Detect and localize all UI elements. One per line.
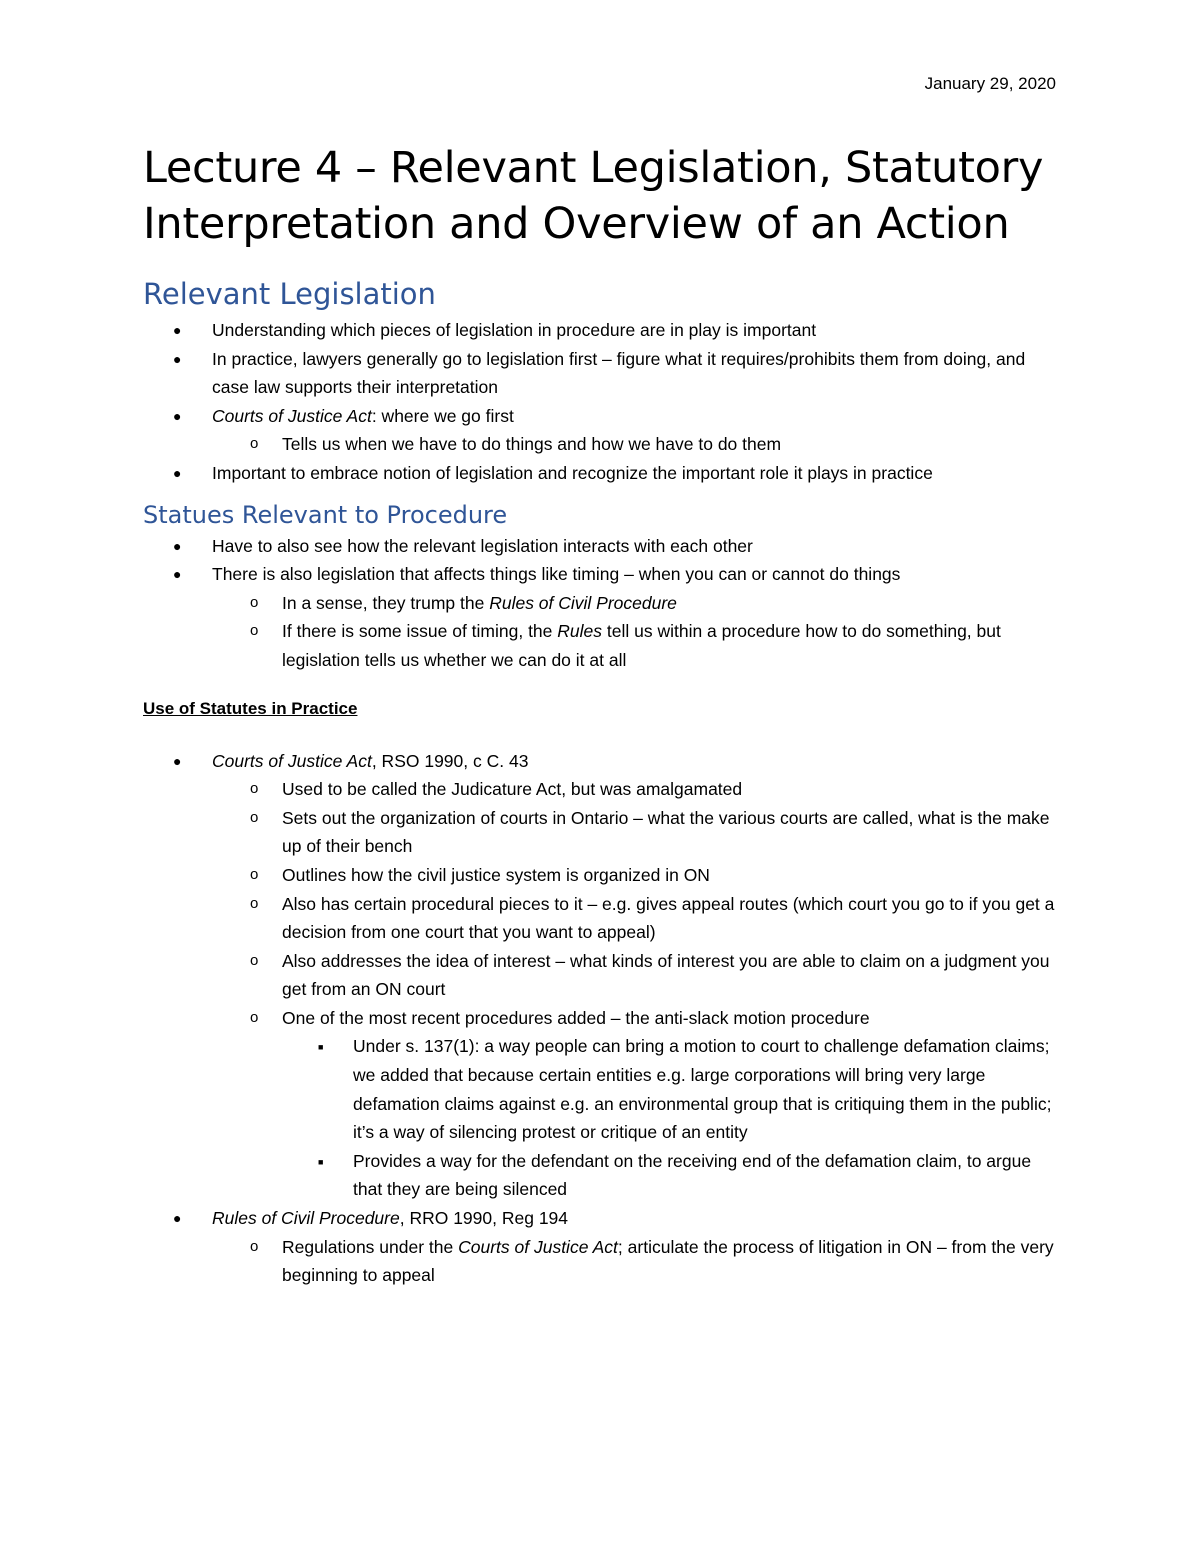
sub-list: [143, 589, 1063, 675]
sub-list-item: o Also addresses the idea of interest – what kinds of interest you are able to claim on a judgment you get from an ON court: [212, 947, 1063, 1004]
bullet-icon: ●: [173, 537, 182, 554]
square-bullet-icon: ■: [318, 1156, 324, 1167]
subsection-heading-use-of-statutes: Use of Statutes in Practice: [143, 698, 358, 718]
sub-list: [143, 1233, 1063, 1290]
list-item: ● Have to also see how the relevant legislation interacts with each other: [143, 532, 1063, 561]
bullet-icon: ●: [173, 464, 182, 481]
bullet-icon: ●: [173, 322, 182, 338]
list-item: ● Courts of Justice Act, RSO 1990, c C. 43 o Used to be called the Judicature Act, but was amalgamated o Sets out the organization of courts in Ontario – what the various courts are called, what is the make up of their bench o Outlines how the civil justice system is organized in ON o Also has certain procedural pieces to it – e.g. gives appeal routes (which court you go to if you get a decision from one court that you want to appeal) o Also addresses the idea of interest – what kinds of interest you are able to claim on a judgment you get from an ON court o One of the most recent procedures added – the anti-slack motion procedure ■ Under s. 137(1): a way people can bring a motion to court to challenge defamation claims; we added that because certain entities e.g. large corporations will bring very large defamation claims against e.g. an environmental group that is critiquing them in the public; it’s a way of silencing protest or critique of an entity ■ Provides a way for the defendant on the receiving end of the defamation claim, to argue that they are being silenced: [143, 747, 1063, 1205]
bullet-list: [143, 316, 1063, 488]
circle-bullet-icon: o: [250, 622, 259, 640]
bullet-list: [143, 747, 1063, 1290]
circle-bullet-icon: o: [250, 865, 259, 883]
sub-list-item: o Regulations under the Courts of Justice Act; articulate the process of litigation in ON – from the very beginning to appeal: [212, 1233, 1063, 1290]
sub-list-item: o Outlines how the civil justice system is organized in ON: [212, 861, 1063, 890]
bullet-icon: ●: [173, 407, 182, 424]
bullet-icon: ●: [173, 1210, 182, 1227]
bullet-icon: ●: [173, 566, 182, 583]
sub-list-item: o In a sense, they trump the Rules of Civil Procedure: [212, 589, 1063, 618]
circle-bullet-icon: o: [250, 780, 259, 798]
list-item: ● There is also legislation that affects things like timing – when you can or cannot do things o In a sense, they trump the Rules of Civil Procedure o If there is some issue of timing, the Rules tell us within a procedure how to do something, but legislation tells us whether we can do it at all: [143, 560, 1063, 674]
list-item: ● In practice, lawyers generally go to legislation first – figure what it requires/prohibits them from doing, and case law supports their interpretation: [143, 345, 1063, 402]
circle-bullet-icon: o: [250, 894, 259, 912]
sub-list-item: o If there is some issue of timing, the Rules tell us within a procedure how to do something, but legislation tells us whether we can do it at all: [212, 617, 1063, 674]
sub-list-item: o Tells us when we have to do things and how we have to do them: [212, 430, 1063, 459]
sub-sub-list-item: ■ Under s. 137(1): a way people can bring a motion to court to challenge defamation claims; we added that because certain entities e.g. large corporations will bring very large defamation claims against e.g. an environmental group that is critiquing them in the public; it’s a way of silencing protest or critique of an entity: [282, 1032, 1063, 1146]
sub-list-item: o Used to be called the Judicature Act, but was amalgamated: [212, 775, 1063, 804]
bullet-icon: ●: [173, 752, 182, 769]
sub-list-item: o Also has certain procedural pieces to it – e.g. gives appeal routes (which court you go to if you get a decision from one court that you want to appeal): [212, 890, 1063, 947]
sub-list-item: o Sets out the organization of courts in Ontario – what the various courts are called, what is the make up of their bench: [212, 804, 1063, 861]
circle-bullet-icon: o: [250, 951, 259, 969]
act-name: Courts of Justice Act: [212, 405, 372, 426]
circle-bullet-icon: o: [250, 1008, 259, 1026]
list-item: ● Understanding which pieces of legislation in procedure are in play is important: [143, 316, 1063, 345]
list-item: ● Rules of Civil Procedure, RRO 1990, Reg 194 o Regulations under the Courts of Justice Act; articulate the process of litigation in ON – from the very beginning to appeal: [143, 1204, 1063, 1290]
section-heading-relevant-legislation: Relevant Legislation: [143, 277, 436, 311]
document-title: Lecture 4 – Relevant Legislation, Statutory Interpretation and Overview of an Action: [143, 143, 1044, 249]
circle-bullet-icon: o: [250, 1237, 259, 1255]
circle-bullet-icon: o: [250, 808, 259, 826]
bullet-list: [143, 532, 1063, 675]
circle-bullet-icon: o: [250, 593, 259, 611]
section-heading-statues-relevant: Statues Relevant to Procedure: [143, 500, 508, 529]
circle-bullet-icon: o: [250, 435, 259, 453]
sub-list: [143, 430, 1063, 459]
document-date: January 29, 2020: [924, 74, 1056, 93]
list-item: ● Important to embrace notion of legislation and recognize the important role it plays in practice: [143, 459, 1063, 488]
sub-list: [143, 775, 1063, 1204]
sub-sub-list-item: ■ Provides a way for the defendant on the receiving end of the defamation claim, to argue that they are being silenced: [282, 1147, 1063, 1204]
bullet-icon: ●: [173, 350, 182, 367]
document-body: [143, 140, 1063, 1290]
square-bullet-icon: ■: [318, 1042, 324, 1053]
sub-sub-list: [282, 1032, 1063, 1204]
list-item: ● Courts of Justice Act: where we go first o Tells us when we have to do things and how we have to do them: [143, 402, 1063, 459]
sub-list-item: o One of the most recent procedures added – the anti-slack motion procedure ■ Under s. 137(1): a way people can bring a motion to court to challenge defamation claims; we added that because certain entities e.g. large corporations will bring very large defamation claims against e.g. an environmental group that is critiquing them in the public; it’s a way of silencing protest or critique of an entity ■ Provides a way for the defendant on the receiving end of the defamation claim, to argue that they are being silenced: [212, 1004, 1063, 1204]
